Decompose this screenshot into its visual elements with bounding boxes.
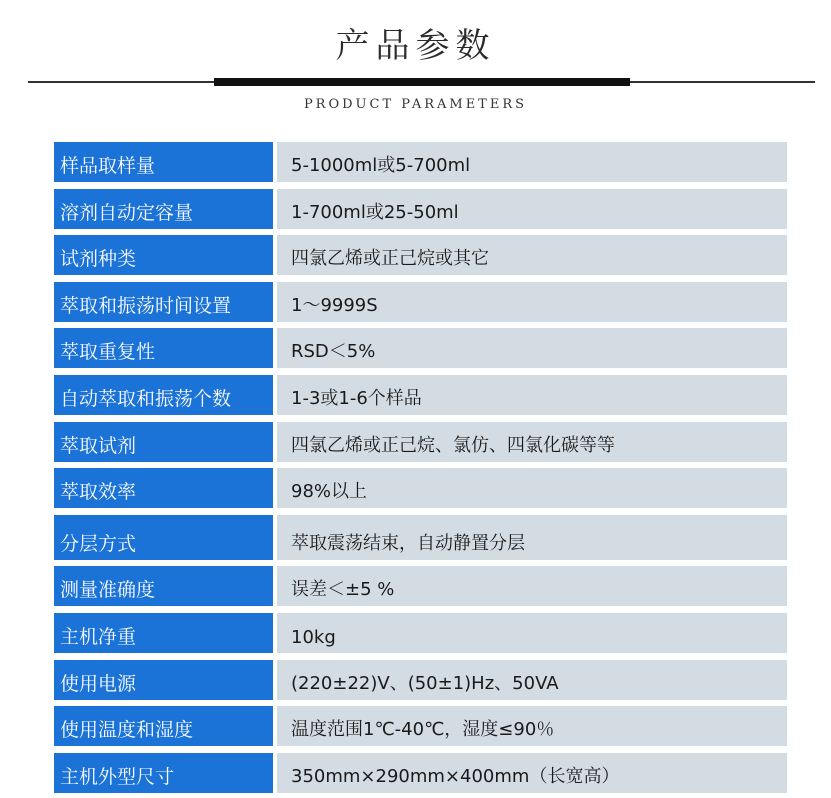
param-value: 误差＜±5 % [277, 566, 787, 606]
param-label: 溶剂自动定容量 [54, 189, 273, 229]
param-value: 1～9999S [277, 282, 787, 322]
param-value: (220±22)V、(50±1)Hz、50VA [277, 660, 787, 700]
param-label: 试剂种类 [54, 235, 273, 275]
param-value: 10kg [277, 613, 787, 653]
param-row-net-weight [54, 613, 787, 653]
param-label: 主机净重 [54, 613, 273, 653]
param-value: 5-1000ml或5-700ml [277, 142, 787, 182]
param-row-time-setting [54, 282, 787, 322]
param-row-layering [54, 515, 787, 560]
parameters-table [54, 142, 787, 798]
param-value: 1-700ml或25-50ml [277, 189, 787, 229]
param-row-power-supply [54, 660, 787, 700]
param-row-sample-count [54, 375, 787, 415]
param-value: 1-3或1-6个样品 [277, 375, 787, 415]
param-value: RSD＜5% [277, 328, 787, 368]
param-label: 使用电源 [54, 660, 273, 700]
param-row-reagent-type [54, 235, 787, 275]
param-value: 四氯乙烯或正己烷或其它 [277, 235, 787, 275]
param-label: 萃取和振荡时间设置 [54, 282, 273, 322]
param-row-sample-volume [54, 142, 787, 182]
param-label: 测量准确度 [54, 566, 273, 606]
param-label: 萃取重复性 [54, 328, 273, 368]
param-row-extraction-reagent [54, 422, 787, 462]
param-label: 自动萃取和振荡个数 [54, 375, 273, 415]
param-row-repeatability [54, 328, 787, 368]
param-value: 98%以上 [277, 468, 787, 508]
param-row-solvent-volume [54, 189, 787, 229]
param-label: 样品取样量 [54, 142, 273, 182]
param-value: 温度范围1℃-40℃，湿度≤90％ [277, 706, 787, 746]
param-row-efficiency [54, 468, 787, 508]
param-value: 350mm×290mm×400mm（长宽高） [277, 753, 787, 793]
param-row-temperature-humidity [54, 706, 787, 746]
param-label: 萃取效率 [54, 468, 273, 508]
page-title: 产品参数 [335, 26, 496, 66]
page-subtitle: PRODUCT PARAMETERS [303, 97, 528, 112]
param-label: 主机外型尺寸 [54, 753, 273, 793]
param-value: 萃取震荡结束，自动静置分层 [277, 515, 787, 560]
divider-accent [214, 78, 630, 86]
param-value: 四氯乙烯或正己烷、氯仿、四氯化碳等等 [277, 422, 787, 462]
param-row-dimensions [54, 753, 787, 793]
param-row-accuracy [54, 566, 787, 606]
param-label: 使用温度和湿度 [54, 706, 273, 746]
param-label: 分层方式 [54, 515, 273, 560]
param-label: 萃取试剂 [54, 422, 273, 462]
